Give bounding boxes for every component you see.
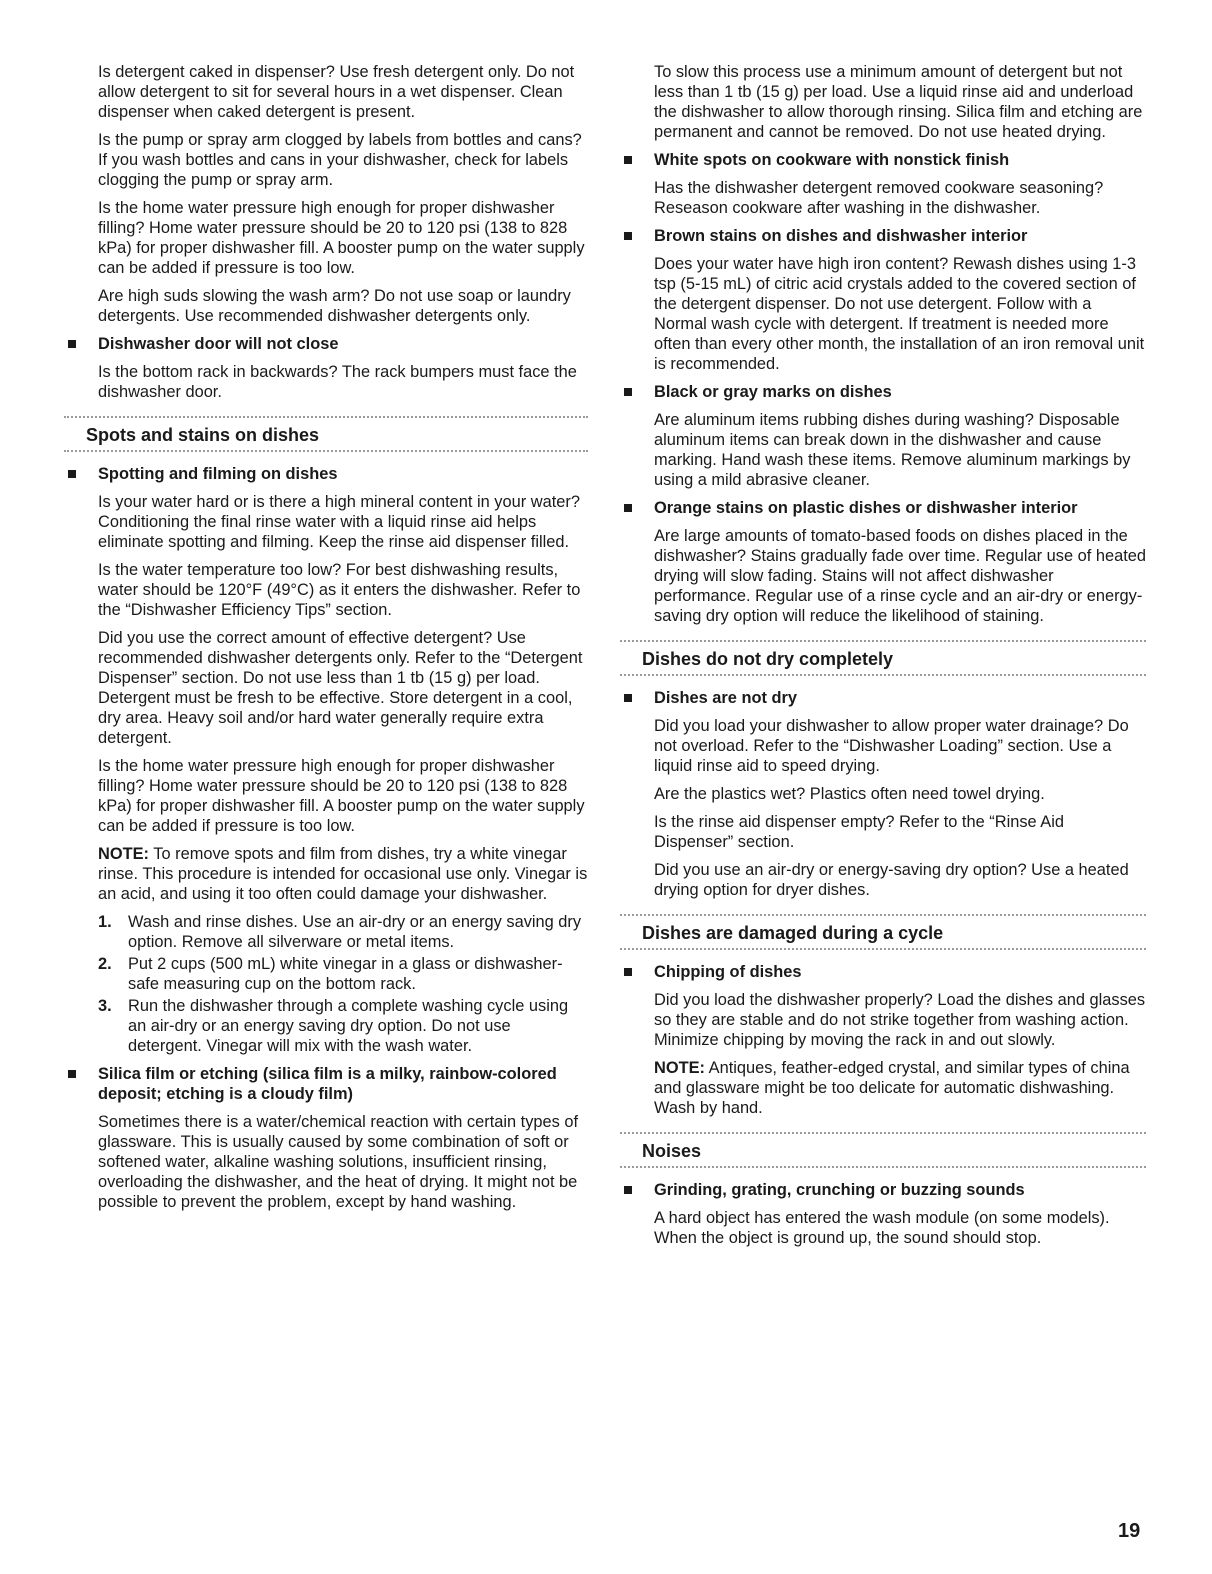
note-paragraph — [98, 844, 588, 904]
bullet-heading-text: Dishwasher door will not close — [98, 335, 339, 353]
paragraph: Did you use the correct amount of effective detergent? Use recommended dishwasher detergents only. Refer to the “Detergent Dispenser” section. Do not use less than 1 tb (15 g) per load. Detergent must be fresh to be effective. Store detergent in a cool, dry area. Heavy soil and/or hard water generally require extra detergent. — [98, 629, 583, 747]
note-paragraph — [654, 1058, 1146, 1118]
paragraph: Sometimes there is a water/chemical reaction with certain types of glassware. This is usually caused by some combination of soft or softened water, alkaline washing solutions, insufficient rinsing, overloading the dishwasher, and the heat of drying. It might not be possible to prevent the problem, except by hand washing. — [98, 1113, 579, 1211]
bullet-heading-text: Brown stains on dishes and dishwasher interior — [654, 227, 1028, 245]
paragraph: Is your water hard or is there a high mineral content in your water? Conditioning the final rinse water with a liquid rinse aid helps eliminate spotting and filming. Keep the rinse aid dispenser filled. — [98, 493, 580, 551]
bullet-heading — [98, 1064, 588, 1104]
paragraph: Did you use an air-dry or energy-saving dry option? Use a heated drying option for dryer dishes. — [654, 861, 1129, 899]
dotted-divider — [620, 674, 1146, 676]
section-header — [620, 640, 1146, 676]
dotted-divider — [64, 416, 588, 418]
section-title: Dishes are damaged during a cycle — [642, 923, 944, 943]
bullet-heading-text: Dishes are not dry — [654, 689, 798, 707]
step-text: Put 2 cups (500 mL) white vinegar in a glass or dishwasher-safe measuring cup on the bottom rack. — [128, 955, 563, 993]
bullet-square-icon — [624, 1186, 632, 1194]
dotted-divider — [64, 450, 588, 452]
dotted-divider — [620, 640, 1146, 642]
bullet-square-icon — [68, 340, 76, 348]
bullet-heading — [654, 688, 1146, 708]
dotted-divider — [620, 914, 1146, 916]
bullet-heading — [98, 334, 588, 354]
list-item — [98, 954, 588, 994]
paragraph: To slow this process use a minimum amount of detergent but not less than 1 tb (15 g) per load. Use a liquid rinse aid and underload the dishwasher to allow thorough rinsing. Silica film and etching are permanent and cannot be removed. Do not use heated drying. — [654, 63, 1143, 141]
bullet-heading — [654, 150, 1146, 170]
section-header — [64, 416, 588, 452]
note-label: NOTE: — [654, 1059, 705, 1077]
bullet-heading-text: Black or gray marks on dishes — [654, 383, 892, 401]
paragraph: A hard object has entered the wash module (on some models). When the object is ground up, the sound should stop. — [654, 1209, 1110, 1247]
section-header — [620, 914, 1146, 950]
bullet-heading — [654, 1180, 1146, 1200]
dotted-divider — [620, 1166, 1146, 1168]
bullet-heading — [654, 498, 1146, 518]
note-text: To remove spots and film from dishes, try a white vinegar rinse. This procedure is intended for occasional use only. Vinegar is an acid, and using it too often could damage your dishwasher. — [98, 845, 588, 903]
step-number: 2. — [98, 955, 112, 973]
paragraph: Is the bottom rack in backwards? The rack bumpers must face the dishwasher door. — [98, 363, 577, 401]
paragraph: Is the pump or spray arm clogged by labels from bottles and cans? If you wash bottles and cans in your dishwasher, check for labels clogging the pump or spray arm. — [98, 131, 582, 189]
bullet-heading — [654, 962, 1146, 982]
bullet-square-icon — [624, 504, 632, 512]
dotted-divider — [620, 948, 1146, 950]
step-number: 3. — [98, 997, 112, 1015]
paragraph: Did you load the dishwasher properly? Load the dishes and glasses so they are stable and do not strike together from washing action. Minimize chipping by moving the rack in and out slowly. — [654, 991, 1146, 1049]
steps-list — [98, 912, 588, 1056]
page-number: 19 — [1118, 1520, 1141, 1542]
bullet-heading-text: White spots on cookware with nonstick finish — [654, 151, 1010, 169]
paragraph: Does your water have high iron content? Rewash dishes using 1-3 tsp (5-15 mL) of citric acid crystals added to the covered section of the detergent dispenser. Do not use detergent. Follow with a Normal wash cycle with detergent. If treatment is needed more often than every other month, the installation of an iron removal unit is recommended. — [654, 255, 1145, 373]
section-title: Noises — [642, 1141, 702, 1161]
bullet-square-icon — [624, 968, 632, 976]
list-item — [98, 912, 588, 952]
step-text: Run the dishwasher through a complete washing cycle using an air-dry or an energy saving dry option. Do not use detergent. Vinegar will mix with the wash water. — [128, 997, 569, 1055]
left-column — [64, 62, 588, 1220]
bullet-square-icon — [624, 156, 632, 164]
paragraph: Is detergent caked in dispenser? Use fresh detergent only. Do not allow detergent to sit for several hours in a wet dispenser. Clean dispenser when caked detergent is present. — [98, 63, 575, 121]
paragraph: Is the water temperature too low? For best dishwashing results, water should be 120°F (49°C) as it enters the dishwasher. Refer to the “Dishwasher Efficiency Tips” section. — [98, 561, 581, 619]
bullet-heading-text: Silica film or etching (silica film is a milky, rainbow-colored deposit; etching is a cloudy film) — [98, 1065, 557, 1103]
paragraph: Are aluminum items rubbing dishes during washing? Disposable aluminum items can break down in the dishwasher and cause marking. Hand wash these items. Remove aluminum markings by using a mild abrasive cleaner. — [654, 411, 1131, 489]
right-column — [620, 62, 1146, 1256]
bullet-heading — [654, 226, 1146, 246]
paragraph: Is the home water pressure high enough for proper dishwasher filling? Home water pressure should be 20 to 120 psi (138 to 828 kPa) for proper dishwasher fill. A booster pump on the water supply can be added if pressure is too low. — [98, 757, 585, 835]
bullet-square-icon — [624, 232, 632, 240]
bullet-heading — [654, 382, 1146, 402]
note-label: NOTE: — [98, 845, 149, 863]
paragraph: Has the dishwasher detergent removed cookware seasoning? Reseason cookware after washing in the dishwasher. — [654, 179, 1104, 217]
section-title: Dishes do not dry completely — [642, 649, 894, 669]
bullet-heading-text: Spotting and filming on dishes — [98, 465, 338, 483]
paragraph: Are the plastics wet? Plastics often need towel drying. — [654, 785, 1045, 803]
paragraph: Is the rinse aid dispenser empty? Refer to the “Rinse Aid Dispenser” section. — [654, 813, 1064, 851]
bullet-square-icon — [624, 388, 632, 396]
bullet-heading-text: Chipping of dishes — [654, 963, 802, 981]
note-text: Antiques, feather-edged crystal, and similar types of china and glassware might be too delicate for automatic dishwashing. Wash by hand. — [654, 1059, 1130, 1117]
bullet-heading — [98, 464, 588, 484]
paragraph: Is the home water pressure high enough for proper dishwasher filling? Home water pressure should be 20 to 120 psi (138 to 828 kPa) for proper dishwasher fill. A booster pump on the water supply can be added if pressure is too low. — [98, 199, 585, 277]
step-text: Wash and rinse dishes. Use an air-dry or an energy saving dry option. Remove all silverware or metal items. — [128, 913, 582, 951]
bullet-heading-text: Grinding, grating, crunching or buzzing sounds — [654, 1181, 1025, 1199]
bullet-square-icon — [68, 470, 76, 478]
paragraph: Are large amounts of tomato-based foods on dishes placed in the dishwasher? Stains gradually fade over time. Regular use of heated drying will slow fading. Stains will not affect dishwasher performance. Regular use of a rinse cycle and an air-dry or energy-saving dry option will reduce the likelihood of staining. — [654, 527, 1147, 625]
section-title: Spots and stains on dishes — [86, 425, 320, 445]
bullet-heading-text: Orange stains on plastic dishes or dishwasher interior — [654, 499, 1078, 517]
dotted-divider — [620, 1132, 1146, 1134]
list-item — [98, 996, 588, 1056]
section-header — [620, 1132, 1146, 1168]
bullet-square-icon — [624, 694, 632, 702]
step-number: 1. — [98, 913, 112, 931]
bullet-square-icon — [68, 1070, 76, 1078]
paragraph: Did you load your dishwasher to allow proper water drainage? Do not overload. Refer to the “Dishwasher Loading” section. Use a liquid rinse aid to speed drying. — [654, 717, 1129, 775]
paragraph: Are high suds slowing the wash arm? Do not use soap or laundry detergents. Use recommended dishwasher detergents only. — [98, 287, 571, 325]
